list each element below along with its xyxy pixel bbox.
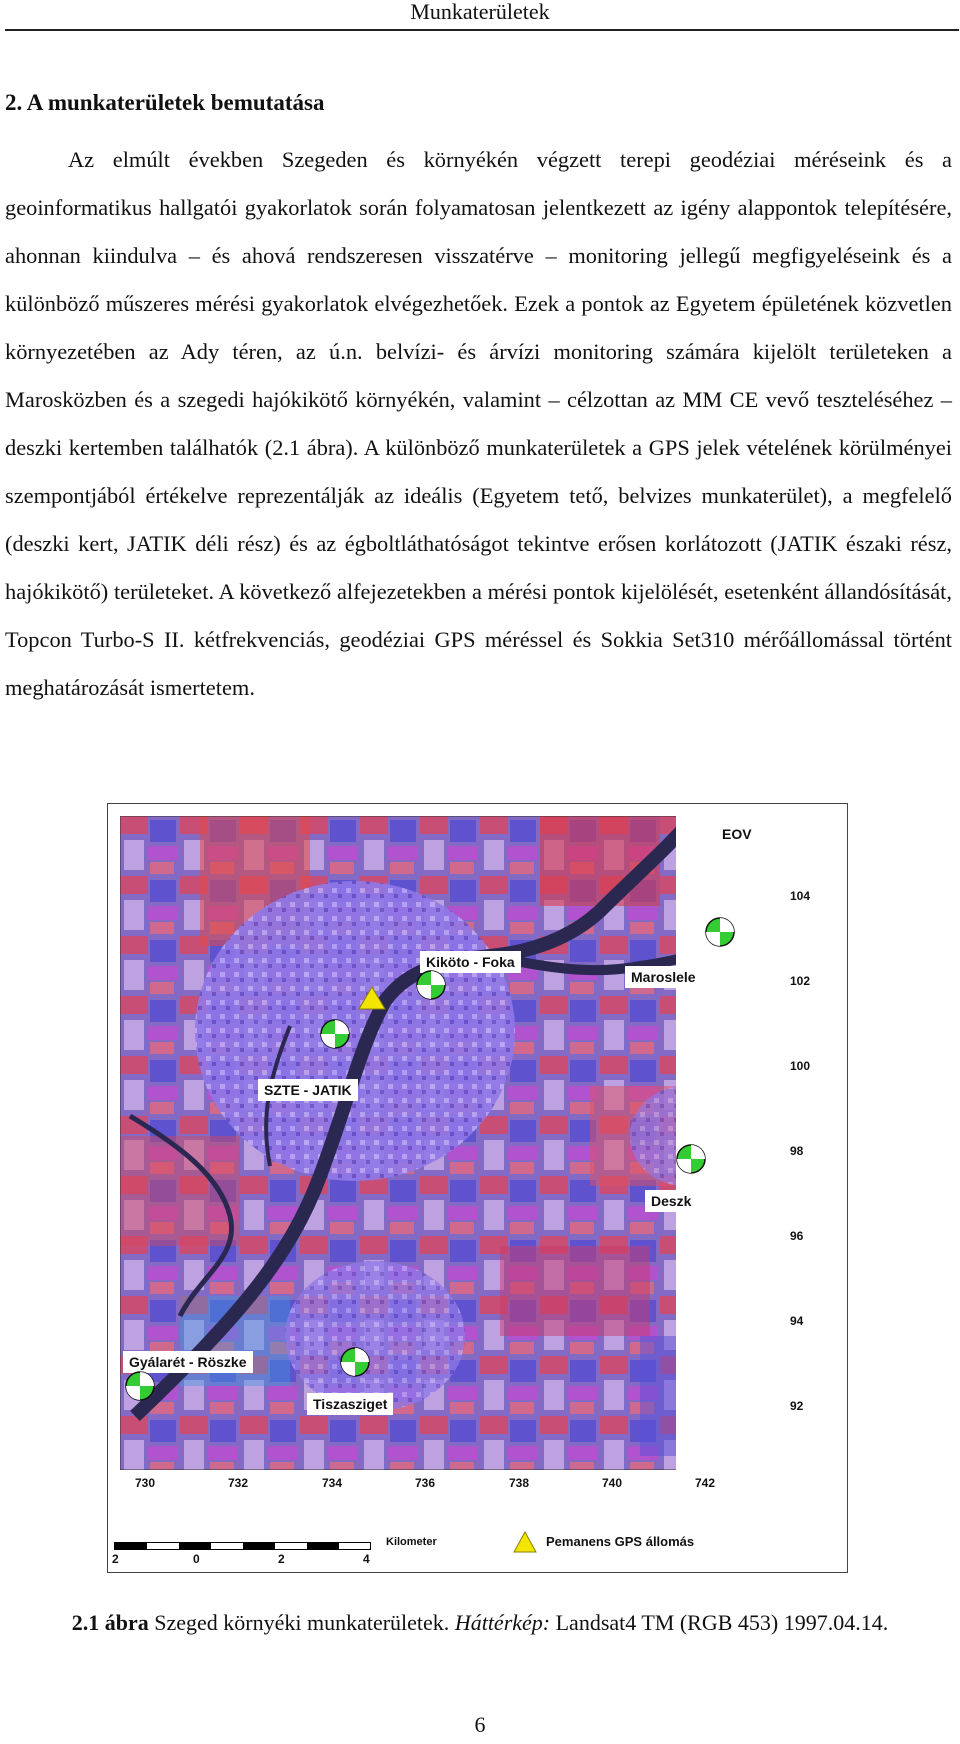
x-tick-label: 730 [135, 1476, 156, 1490]
map-figure [107, 803, 848, 1573]
eov-label: EOV [722, 826, 752, 842]
y-tick-label: 104 [790, 889, 811, 903]
label-gyalaret: Gyálarét - Röszke [123, 1351, 253, 1373]
x-tick-label: 732 [228, 1476, 249, 1490]
label-maroslele: Maroslele [625, 966, 702, 988]
caption-background-label: Háttérkép: [454, 1610, 551, 1635]
y-tick-label: 96 [790, 1229, 804, 1243]
gps-marker-icon [341, 1348, 369, 1376]
y-tick-label: 98 [790, 1144, 804, 1158]
gps-marker-icon [677, 1145, 705, 1173]
y-tick-label: 94 [790, 1314, 804, 1328]
scale-tick-label: 2 [112, 1552, 119, 1566]
legend-label: Pemanens GPS állomás [546, 1534, 695, 1549]
page-number: 6 [474, 1712, 486, 1737]
scale-tick-label: 2 [278, 1552, 285, 1566]
x-tick-label: 736 [415, 1476, 436, 1490]
gps-marker-icon [706, 918, 734, 946]
body-text [5, 136, 952, 712]
x-tick-label: 742 [695, 1476, 716, 1490]
x-tick-label: 734 [322, 1476, 343, 1490]
gps-marker-icon [417, 971, 445, 999]
label-tiszasziget: Tiszasziget [307, 1393, 393, 1415]
y-tick-label: 92 [790, 1399, 804, 1413]
scale-unit-label: Kilometer [386, 1536, 437, 1548]
scale-tick-label: 0 [193, 1552, 200, 1566]
section-heading: 2. A munkaterületek bemutatása [5, 90, 325, 115]
label-deszk: Deszk [645, 1190, 697, 1212]
x-tick-label: 738 [509, 1476, 530, 1490]
permanent-gps-station-icon [359, 987, 385, 1009]
label-kikoto: Kiköto - Foka [420, 951, 521, 973]
label-szte: SZTE - JATIK [258, 1079, 358, 1101]
paragraph: Az elmúlt években Szegeden és környékén végzett terepi geodéziai méréseink és a geoinformatikus hallgatói gyakorlatok során folyamatosan jelentkezett az igény alappontok telepítésére, ahonnan kiindulva – és ahová rendszeresen visszatérve – monitoring jellegű megfigyeléseink és a különböző műszeres mérési gyakorlatok elvégezhetőek. Ezek a pontok az Egyetem épületének közvetlen környezetében az Ady téren, az ú.n. belvízi- és árvízi monitoring számára kijelölt területeken a Marosközben és a szegedi hajókikötő környékén, valamint – célzottan az MM CE vevő teszteléséhez – deszki kertemben találhatók (2.1 ábra). A különböző munkaterületek a GPS jelek vételének körülményei szempontjából értékelve reprezentálják az ideális (Egyetem tető, belvizes munkaterület), a megfelelő (deszki kert, JATIK déli rész) és az égboltláthatóságot tekintve erősen korlátozott (JATIK északi rész, hajókikötő) területeket. A következő alfejezetekben a mérési pontok kijelölését, esetenként állandósítását, Topcon Turbo-S II. kétfrekvenciás, geodéziai GPS méréssel és Sokkia Set310 mérőállomással történt meghatározását ismertetem. [5, 147, 952, 700]
caption-text: Szeged környéki munkaterületek. [148, 1610, 455, 1635]
caption-number: 2.1 ábra [71, 1610, 149, 1635]
gps-marker-icon [321, 1020, 349, 1048]
gps-marker-icon [126, 1372, 154, 1400]
scale-bar-graphic [114, 1542, 371, 1550]
y-tick-label: 100 [790, 1059, 811, 1073]
x-tick-label: 740 [602, 1476, 623, 1490]
running-header: Munkaterületek [410, 0, 550, 24]
caption-background-text: Landsat4 TM (RGB 453) 1997.04.14. [550, 1610, 889, 1635]
header-rule [5, 29, 959, 31]
permanent-gps-legend-icon [513, 1531, 537, 1553]
scale-tick-label: 4 [363, 1552, 370, 1566]
y-tick-label: 102 [790, 974, 811, 988]
figure-caption [0, 1610, 960, 1636]
satellite-map [120, 816, 796, 1470]
